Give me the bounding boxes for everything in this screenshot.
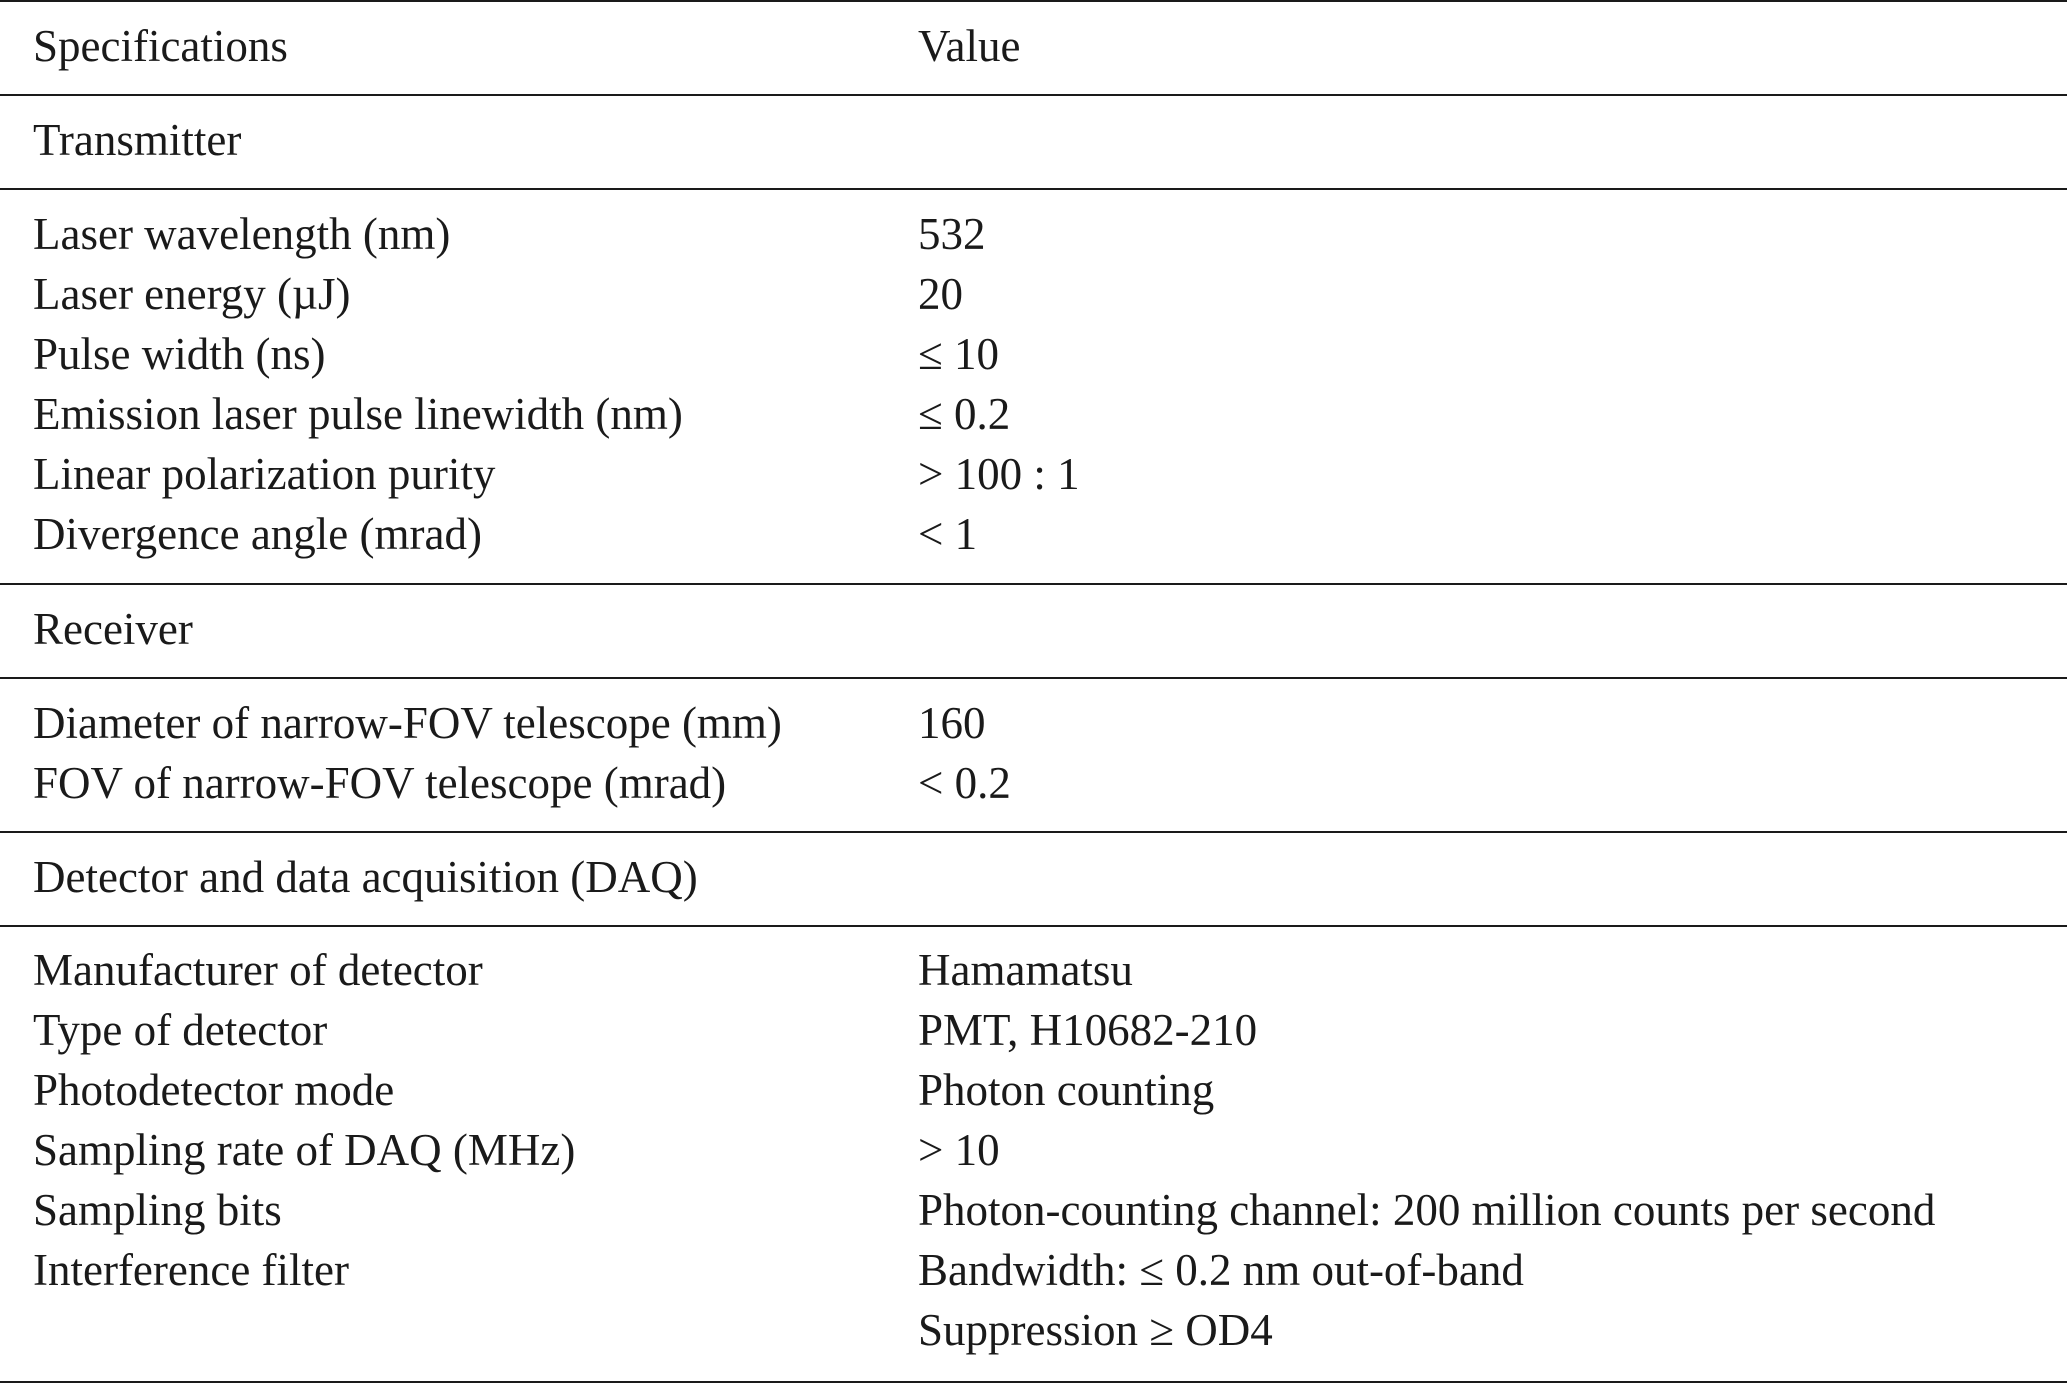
spec-label: Laser wavelength (nm) — [33, 209, 451, 259]
spec-label: Sampling rate of DAQ (MHz) — [33, 1125, 576, 1175]
header-bottom-rule — [0, 94, 2067, 96]
section-title-transmitter: Transmitter — [33, 115, 242, 165]
section-rule — [0, 925, 2067, 927]
section-rule — [0, 831, 2067, 833]
spec-value: ≤ 10 — [918, 329, 999, 379]
spec-value: 160 — [918, 698, 986, 748]
spec-value: > 10 — [918, 1125, 1000, 1175]
spec-value: > 100 : 1 — [918, 449, 1080, 499]
spec-label: Laser energy (µJ) — [33, 269, 351, 319]
spec-value: 532 — [918, 209, 986, 259]
spec-value: < 0.2 — [918, 758, 1011, 808]
spec-value: Photon counting — [918, 1065, 1215, 1115]
spec-label: Type of detector — [33, 1005, 328, 1055]
table-top-rule — [0, 0, 2067, 2]
spec-label: Emission laser pulse linewidth (nm) — [33, 389, 683, 439]
spec-value: < 1 — [918, 509, 978, 559]
spec-value: Photon-counting channel: 200 million counts per second — [918, 1185, 1936, 1235]
spec-value: Suppression ≥ OD4 — [918, 1305, 1273, 1355]
spec-label: FOV of narrow-FOV telescope (mrad) — [33, 758, 727, 808]
section-title-detector-daq: Detector and data acquisition (DAQ) — [33, 852, 698, 902]
section-rule — [0, 677, 2067, 679]
spec-label: Manufacturer of detector — [33, 945, 483, 995]
spec-value: Bandwidth: ≤ 0.2 nm out-of-band — [918, 1245, 1524, 1295]
spec-value: Hamamatsu — [918, 945, 1133, 995]
spec-label: Photodetector mode — [33, 1065, 395, 1115]
section-rule — [0, 188, 2067, 190]
spec-label: Diameter of narrow-FOV telescope (mm) — [33, 698, 782, 748]
table-bottom-rule — [0, 1381, 2067, 1383]
spec-value: 20 — [918, 269, 963, 319]
spec-label: Linear polarization purity — [33, 449, 496, 499]
spec-value: PMT, H10682-210 — [918, 1005, 1258, 1055]
spec-label: Sampling bits — [33, 1185, 282, 1235]
column-header-specifications: Specifications — [33, 21, 288, 71]
spec-label: Interference filter — [33, 1245, 350, 1295]
spec-value: ≤ 0.2 — [918, 389, 1011, 439]
spec-label: Pulse width (ns) — [33, 329, 326, 379]
section-title-receiver: Receiver — [33, 604, 193, 654]
spec-label: Divergence angle (mrad) — [33, 509, 482, 559]
column-header-value: Value — [918, 21, 1021, 71]
section-rule — [0, 583, 2067, 585]
